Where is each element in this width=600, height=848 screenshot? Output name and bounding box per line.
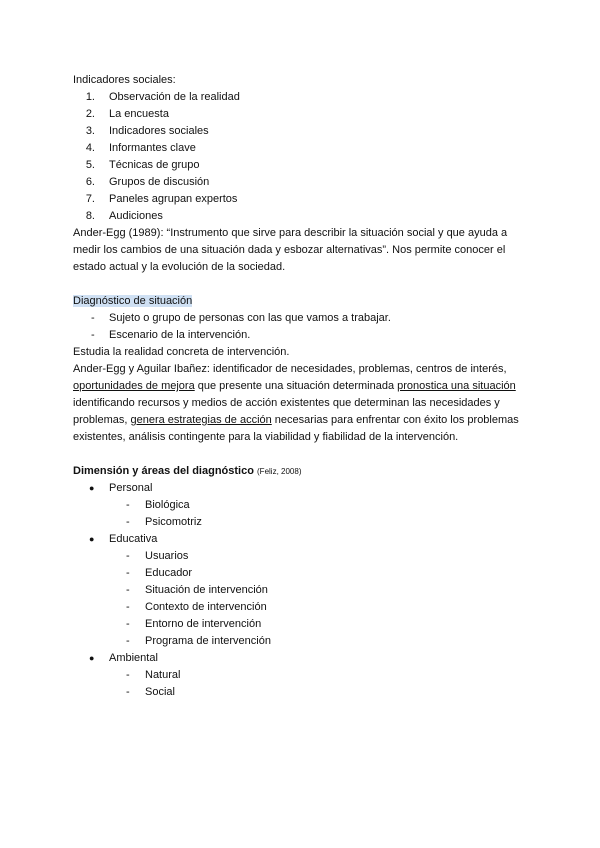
list-item-text: Social xyxy=(145,686,175,698)
quote-line: estado actual y la evolución de la sociedad. xyxy=(73,261,286,273)
document-page: Indicadores sociales: 1. Observación de la realidad 2. La encuesta 3. Indicadores sociales 4. Informantes clave 5. Técnicas de grupo 6. Grupos de discusión 7. Paneles agrupan expertos 8. Audiciones Ander-Egg (1989): “Instrumento que sirve para describir la situación social y que ayuda a medir los cambios de una situación dada y esbozar alternativas”. Nos permite conocer el estado actual y la evolución de la sociedad. Diagnóstico de situación - Sujeto o grupo de personas con las que vamos a trabajar. - Escenario de la intervención. Estudia la realidad concreta de intervención. Ander-Egg y Aguilar Ibañez: identificador de necesidades, problemas, centros de interés, oportunidades de mejora que presente una situación determinada pronostica una situación identificando recursos y medios de acción existentes que determinan las necesidades y problemas, genera estrategias de acción necesarias para enfrentar con éxito los problemas existentes, análisis contingente para la viabilidad y fiabilidad de la intervención. Dimensión y áreas del diagnóstico (Feliz, 2008) ● Personal - Biológica - Psicomotriz ● Educativa - Usuarios - Educador - Situación de intervención - Contexto de intervención - Entorno de intervención - Programa de intervención ● Ambiental - Natural - Social xyxy=(0,0,600,848)
dash-icon: - xyxy=(126,601,130,613)
dash-icon: - xyxy=(126,550,130,562)
bullet-icon: ● xyxy=(89,653,95,663)
list-item-text: Escenario de la intervención. xyxy=(109,329,251,341)
dash-icon: - xyxy=(91,329,95,341)
dash-icon: - xyxy=(126,567,130,579)
paragraph-line: identificando recursos y medios de acción existentes que determinan las necesidades y xyxy=(73,397,500,409)
list-item-text: Contexto de intervención xyxy=(145,601,267,613)
list-item-text: Situación de intervención xyxy=(145,584,268,596)
underlined-phrase: genera estrategias de acción xyxy=(130,414,272,426)
bullet-icon: ● xyxy=(89,534,95,544)
dash-icon: - xyxy=(126,499,130,511)
dash-icon: - xyxy=(126,584,130,596)
list-item-text: Sujeto o grupo de personas con las que vamos a trabajar. xyxy=(109,312,391,324)
dimension-title xyxy=(73,463,301,480)
list-item-text: Grupos de discusión xyxy=(109,176,210,188)
list-item-text: Técnicas de grupo xyxy=(109,159,200,171)
diagnostico-title xyxy=(73,293,192,310)
paragraph-line: Ander-Egg y Aguilar Ibañez: identificador de necesidades, problemas, centros de interés, xyxy=(73,363,507,375)
paragraph-text: problemas, xyxy=(73,414,131,426)
list-item-text: Educador xyxy=(145,567,193,579)
list-item-text: Educativa xyxy=(109,533,158,545)
list-item-text: Paneles agrupan expertos xyxy=(109,193,238,205)
quote-line: medir los cambios de una situación dada y esbozar alternativas”. Nos permite conocer el xyxy=(73,244,506,256)
list-item-text: Biológica xyxy=(145,499,190,511)
paragraph-line xyxy=(73,378,516,395)
list-item-text: Entorno de intervención xyxy=(145,618,262,630)
paragraph-line xyxy=(73,412,519,429)
indicadores-title: Indicadores sociales: xyxy=(73,74,176,86)
list-item-text: Observación de la realidad xyxy=(109,91,240,103)
dash-icon: - xyxy=(126,669,130,681)
dash-icon: - xyxy=(126,618,130,630)
bullet-icon: ● xyxy=(89,483,95,493)
study-line: Estudia la realidad concreta de intervención. xyxy=(73,346,290,358)
list-item-text: Programa de intervención xyxy=(145,635,271,647)
list-item-text: Psicomotriz xyxy=(145,516,202,528)
paragraph-text: que presente una situación determinada xyxy=(194,380,398,392)
dash-icon: - xyxy=(91,312,95,324)
underlined-phrase: pronostica una situación xyxy=(397,380,516,392)
list-item-text: Personal xyxy=(109,482,153,494)
list-item-text: Informantes clave xyxy=(109,142,196,154)
quote-line: Ander-Egg (1989): “Instrumento que sirve para describir la situación social y que ayuda a xyxy=(73,227,508,239)
list-item-text: Usuarios xyxy=(145,550,189,562)
list-item-text: La encuesta xyxy=(109,108,169,120)
highlighted-heading: Diagnóstico de situación xyxy=(73,295,193,307)
list-item-text: Audiciones xyxy=(109,210,163,222)
citation: (Feliz, 2008) xyxy=(257,467,302,476)
list-item-text: Indicadores sociales xyxy=(109,125,209,137)
underlined-phrase: oportunidades de mejora xyxy=(73,380,195,392)
dash-icon: - xyxy=(126,635,130,647)
dash-icon: - xyxy=(126,686,130,698)
paragraph-text: necesarias para enfrentar con éxito los problemas xyxy=(271,414,519,426)
list-item-text: Ambiental xyxy=(109,652,158,664)
paragraph-line: existentes, análisis contingente para la viabilidad y fiabilidad de la intervención. xyxy=(73,431,459,443)
dimension-heading: Dimensión y áreas del diagnóstico xyxy=(73,465,254,477)
list-item-text: Natural xyxy=(145,669,181,681)
dash-icon: - xyxy=(126,516,130,528)
